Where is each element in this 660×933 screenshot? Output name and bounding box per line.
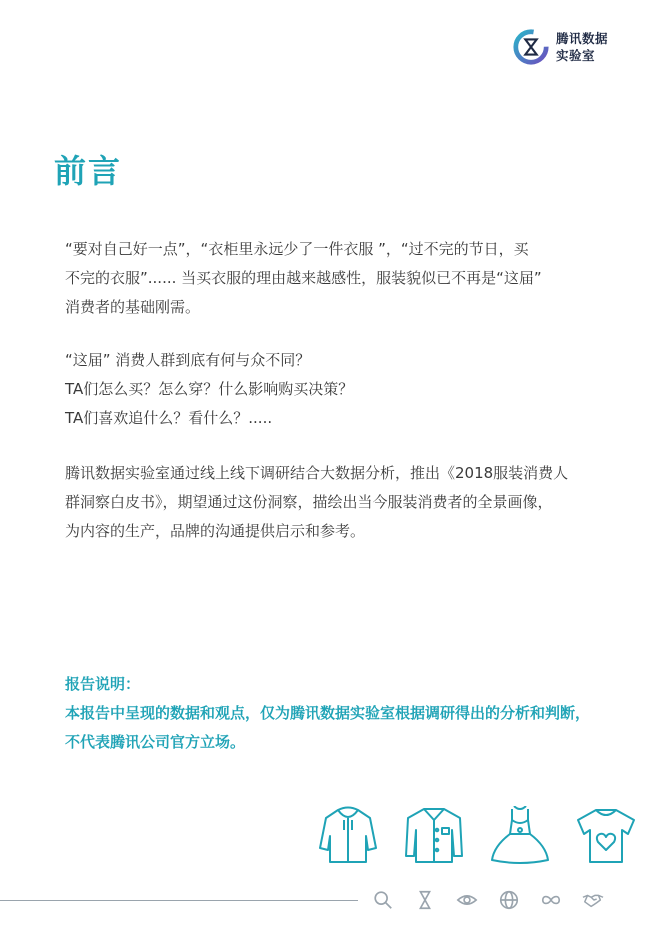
logo xyxy=(512,28,608,66)
hourglass-icon xyxy=(414,889,436,911)
paragraph-line: TA们怎么买？怎么穿？什么影响购买决策？ xyxy=(65,380,354,398)
paragraph-line: 群洞察白皮书》，期望通过这份洞察，描绘出当今服装消费者的全景画像， xyxy=(65,493,553,511)
report-note xyxy=(65,670,590,757)
paragraph-line: 腾讯数据实验室通过线上线下调研结合大数据分析，推出《2018服装消费人 xyxy=(65,464,569,482)
footer-divider xyxy=(0,900,358,901)
paragraph-line: “这届” 消费人群到底有何与众不同？ xyxy=(65,351,311,369)
questions-paragraph xyxy=(65,346,353,433)
logo-text-line2: 实验室 xyxy=(556,48,596,63)
page-title: 前言 xyxy=(54,152,123,190)
search-icon xyxy=(372,889,394,911)
shirt-icon xyxy=(402,806,466,864)
tencent-data-lab-logo-icon xyxy=(512,28,550,66)
infinity-icon xyxy=(540,889,562,911)
paragraph-line: 为内容的生产，品牌的沟通提供启示和参考。 xyxy=(65,522,366,540)
eye-icon xyxy=(456,889,478,911)
hoodie-icon xyxy=(316,806,380,864)
description-paragraph xyxy=(65,459,568,546)
paragraph-line: “要对自己好一点”，“衣柜里永远少了一件衣服 ”，“过不完的节日，买 xyxy=(65,240,529,258)
footer-icons xyxy=(372,889,604,911)
paragraph-line: TA们喜欢追什么？看什么？..... xyxy=(65,409,273,427)
globe-icon xyxy=(498,889,520,911)
logo-text-line1: 腾讯数据 xyxy=(556,31,609,46)
note-line: 不代表腾讯公司官方立场。 xyxy=(65,733,246,751)
clothing-icons xyxy=(316,806,638,864)
paragraph-line: 不完的衣服”...... 当买衣服的理由越来越感性，服装貌似已不再是“这届” xyxy=(65,269,542,287)
tshirt-heart-icon xyxy=(574,806,638,864)
paragraph-line: 消费者的基础刚需。 xyxy=(65,298,201,316)
note-heading: 报告说明： xyxy=(65,675,141,693)
dress-icon xyxy=(488,806,552,864)
note-line: 本报告中呈现的数据和观点，仅为腾讯数据实验室根据调研得出的分析和判断， xyxy=(65,704,591,722)
intro-paragraph xyxy=(65,235,542,322)
handshake-icon xyxy=(582,889,604,911)
